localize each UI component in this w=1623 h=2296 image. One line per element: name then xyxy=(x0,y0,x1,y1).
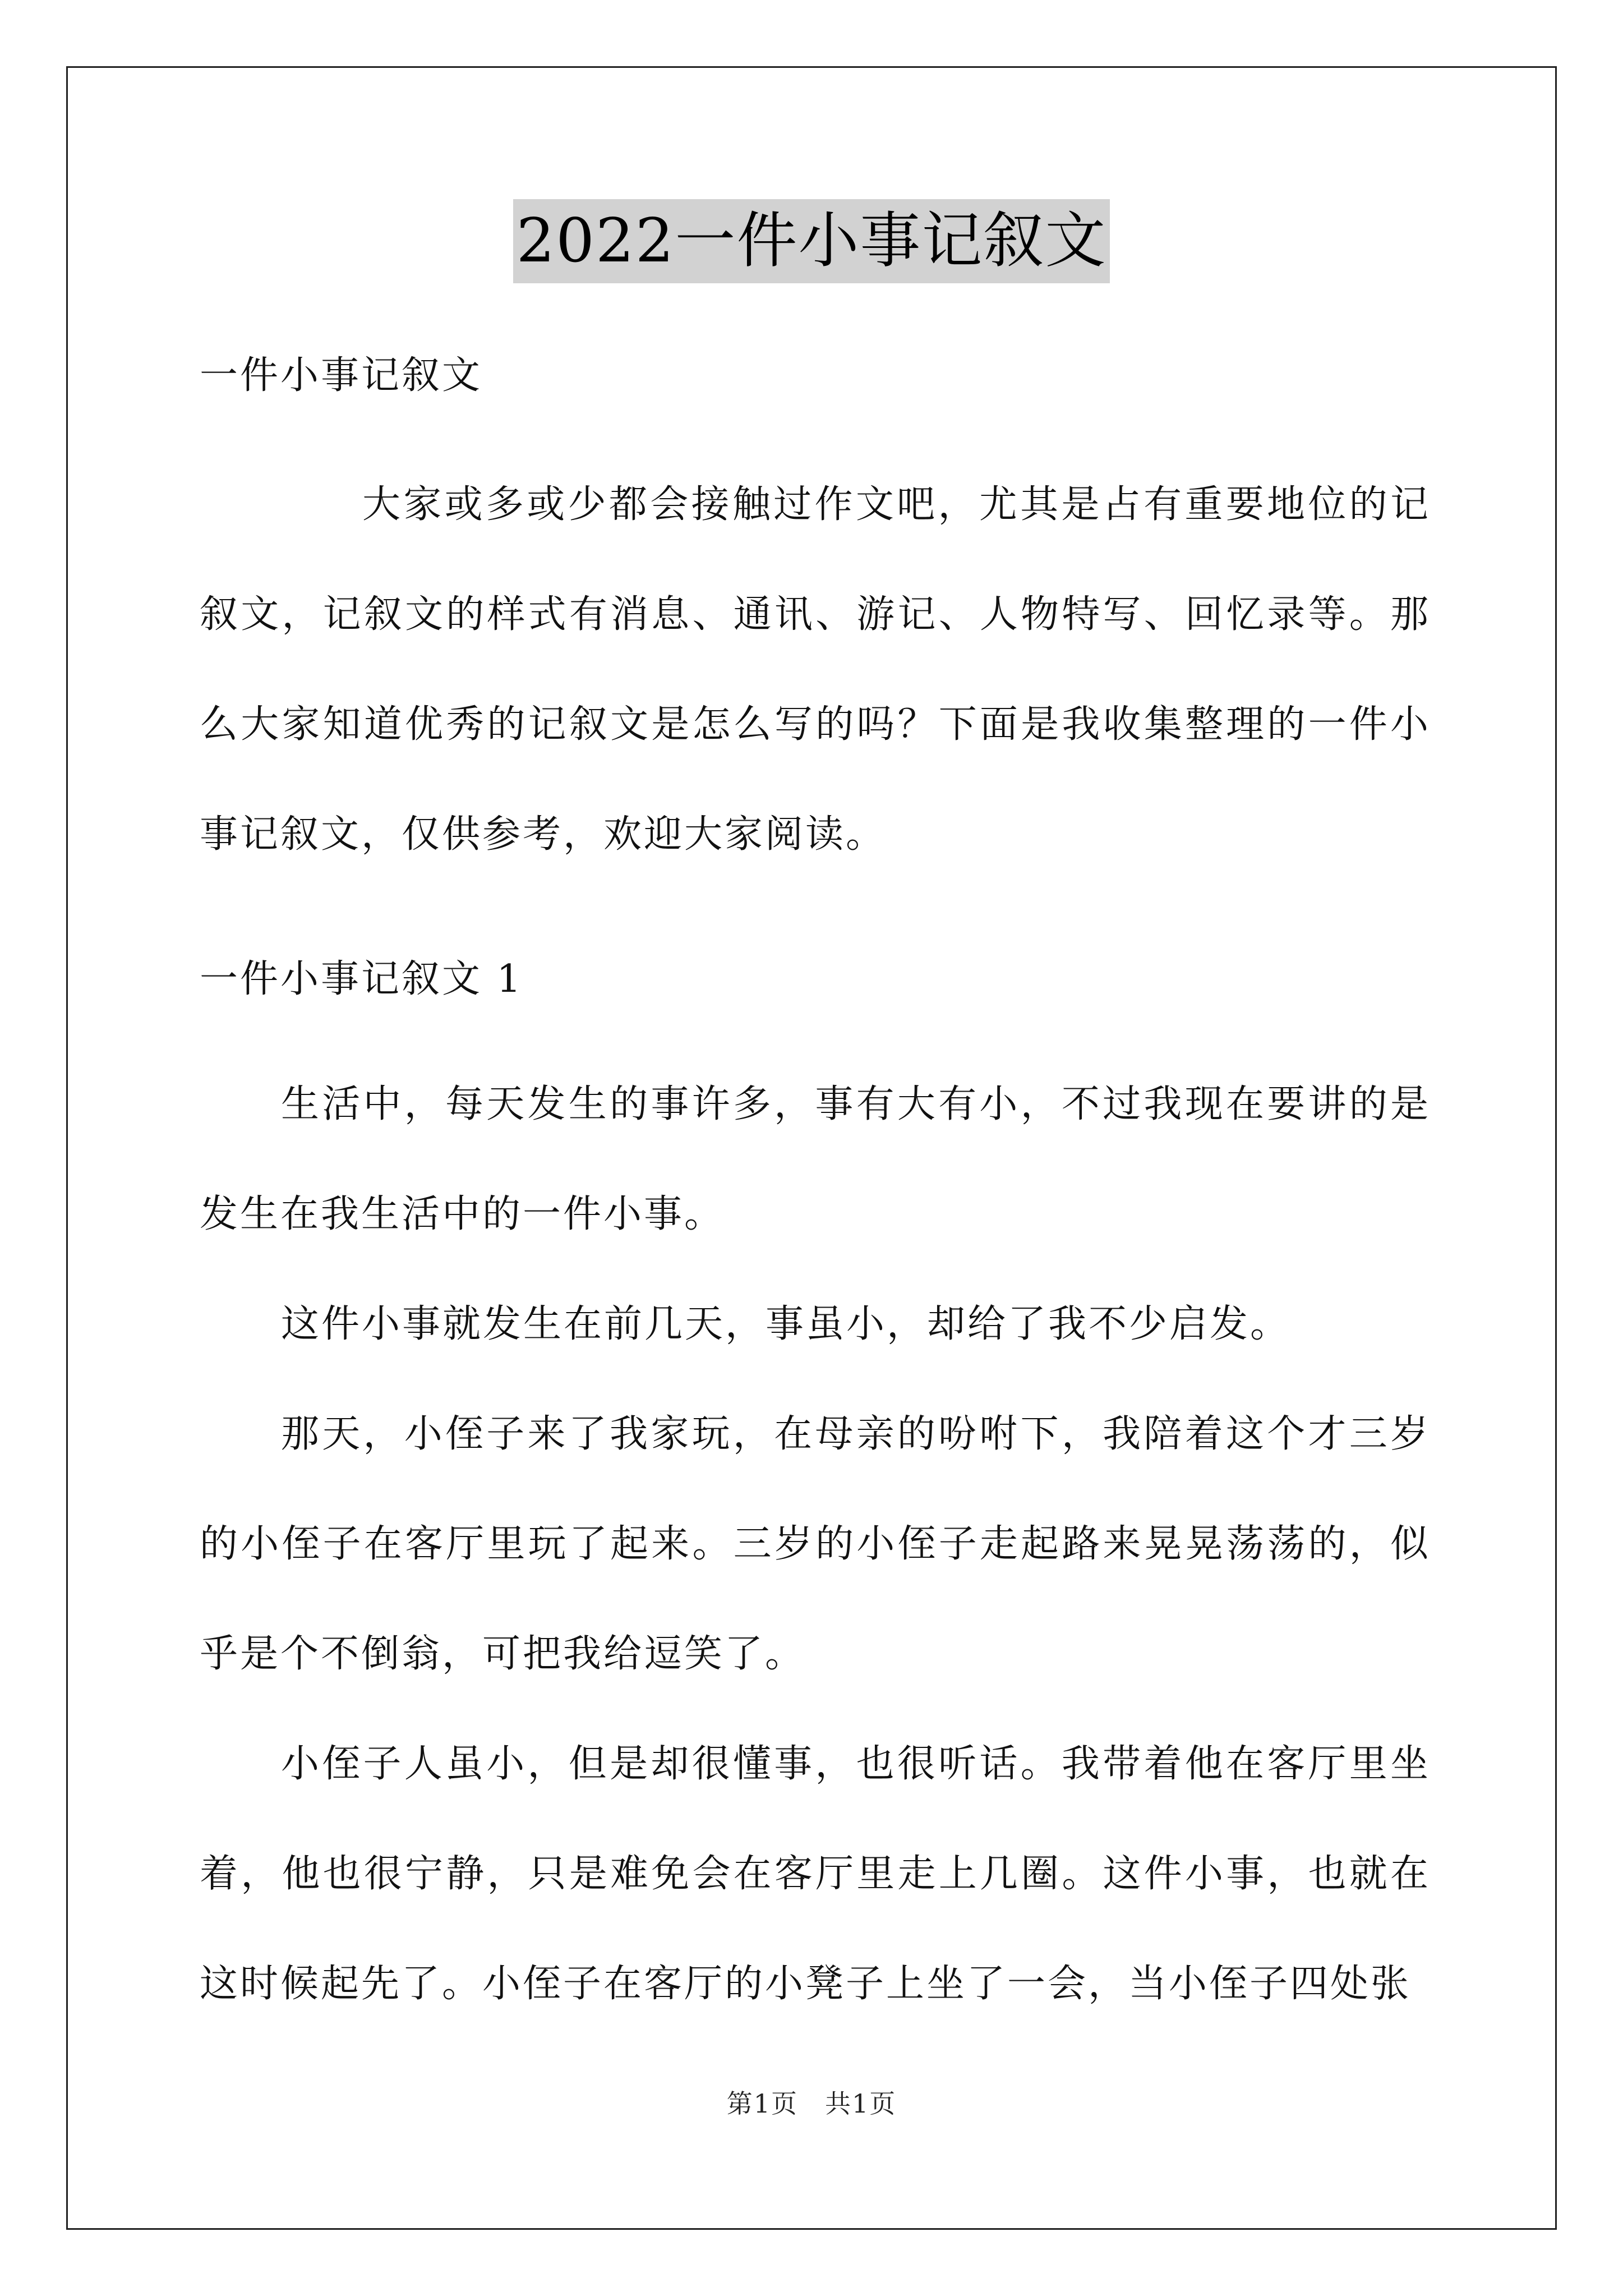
intro-paragraph: 大家或多或少都会接触过作文吧，尤其是占有重要地位的记叙文，记叙文的样式有消息、通讯、游记、人物特写、回忆录等。那么大家知道优秀的记叙文是怎么写的吗？下面是我收集整理的一件小事记叙文，仅供参考，欢迎大家阅读。 xyxy=(200,482,1431,857)
title-container xyxy=(0,199,1623,283)
body-paragraph: 那天，小侄子来了我家玩，在母亲的吩咐下，我陪着这个才三岁的小侄子在客厅里玩了起来。三岁的小侄子走起路来晃晃荡荡的，似乎是个不倒翁，可把我给逗笑了。 xyxy=(200,1412,1431,1676)
document-body xyxy=(200,337,1431,2039)
page-footer: 第1页 共1页 xyxy=(726,2088,897,2119)
spacer xyxy=(200,890,1431,940)
spacer xyxy=(200,415,1431,450)
section-heading: 一件小事记叙文 1 xyxy=(200,957,523,1001)
body-paragraph: 这件小事就发生在前几天，事虽小，却给了我不少启发。 xyxy=(281,1302,1291,1346)
body-paragraph: 小侄子人虽小，但是却很懂事，也很听话。我带着他在客厅里坐着，他也很宁静，只是难免会在客厅里走上几圈。这件小事，也就在这时候起先了。小侄子在客厅的小凳子上坐了一会，当小侄子四处张 xyxy=(200,1742,1431,2006)
spacer xyxy=(200,1019,1431,1050)
document-title: 2022一件小事记叙文 xyxy=(513,199,1110,283)
section-heading: 一件小事记叙文 xyxy=(200,353,483,398)
body-paragraph: 生活中，每天发生的事许多，事有大有小，不过我现在要讲的是发生在我生活中的一件小事。 xyxy=(200,1082,1431,1236)
